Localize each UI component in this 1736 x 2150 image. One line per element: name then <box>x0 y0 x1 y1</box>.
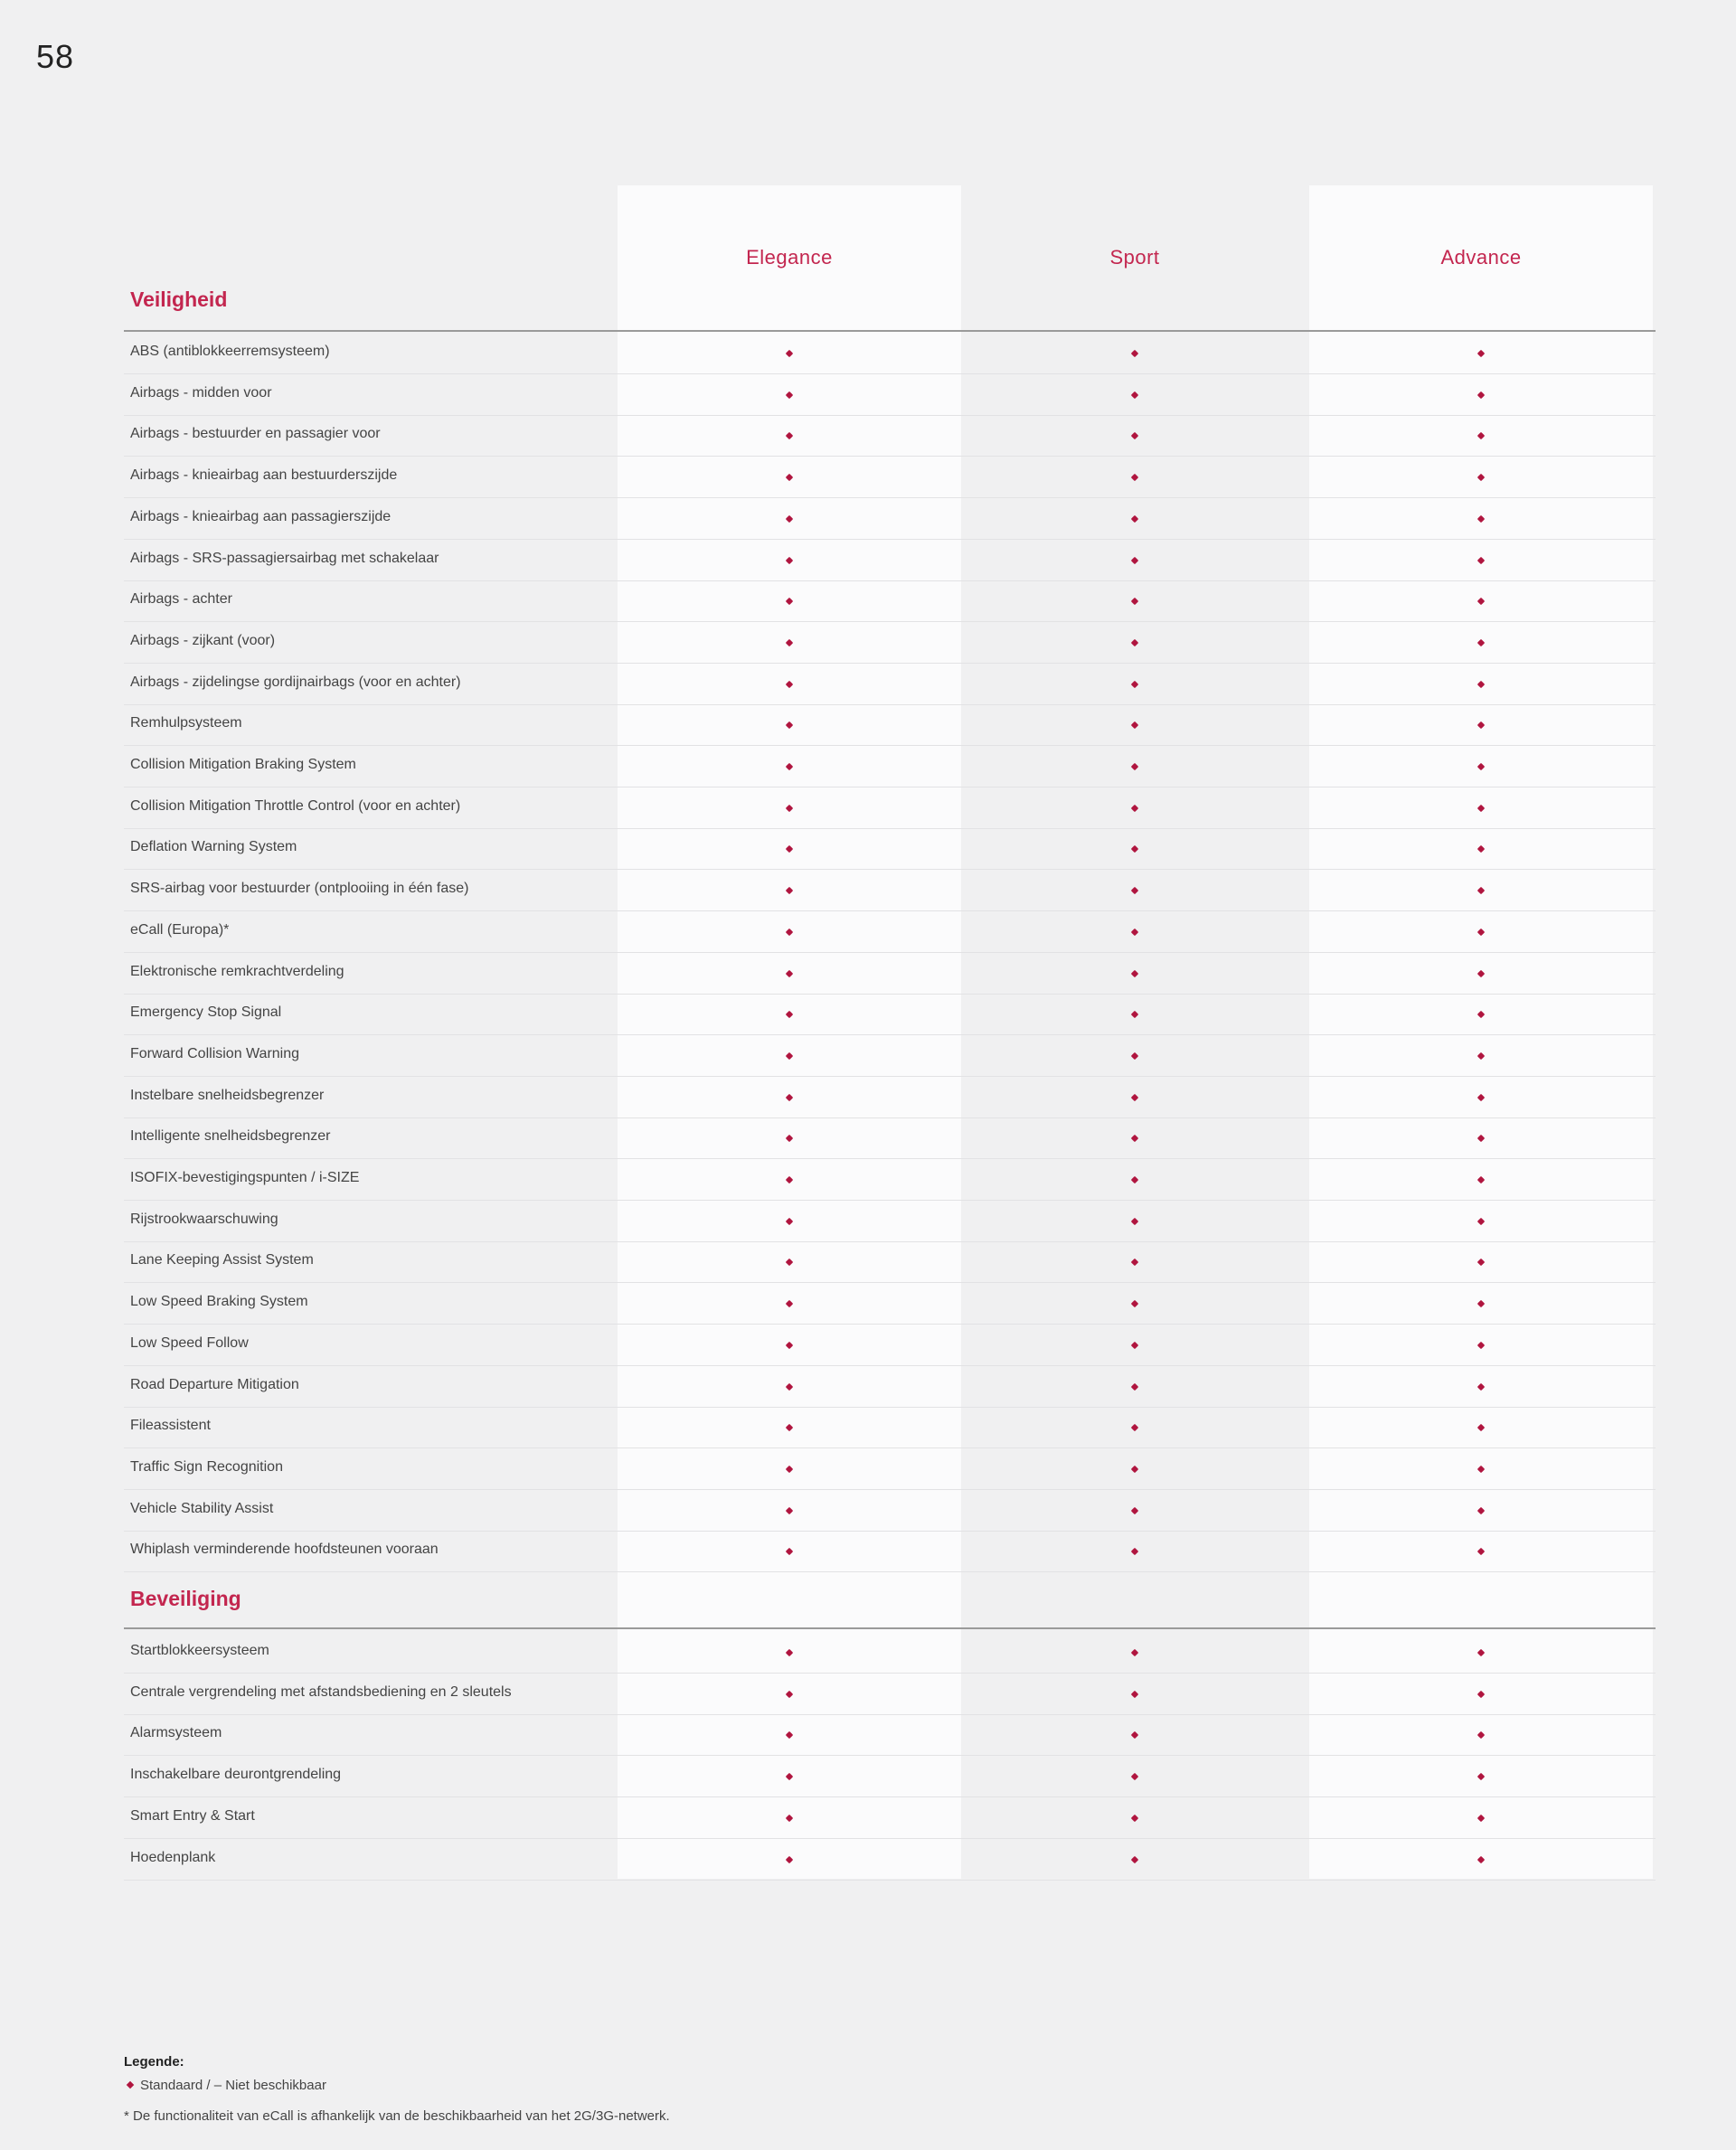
table-row <box>124 870 1656 911</box>
table-row <box>124 498 1656 540</box>
standard-dot-icon <box>1131 1135 1138 1142</box>
table-row <box>124 1531 1656 1572</box>
table-row <box>124 1077 1656 1118</box>
row-label: Intelligente snelheidsbegrenzer <box>130 1128 331 1145</box>
row-label: SRS-airbag voor bestuurder (ontplooiing in één fase) <box>130 881 469 897</box>
standard-dot-icon <box>786 556 793 563</box>
legend-title: Legende: <box>124 2054 184 2070</box>
table-row <box>124 1839 1656 1881</box>
standard-dot-icon <box>1477 929 1485 936</box>
row-label: Startblokkeersysteem <box>130 1643 269 1658</box>
table-row <box>124 953 1656 995</box>
standard-dot-icon <box>1131 1342 1138 1349</box>
standard-dot-icon <box>1477 1424 1485 1431</box>
standard-dot-icon <box>786 515 793 523</box>
table-row <box>124 746 1656 787</box>
row-label: Deflation Warning System <box>130 839 297 855</box>
standard-dot-icon <box>1131 350 1138 357</box>
standard-dot-icon <box>1477 1011 1485 1018</box>
table-row <box>124 580 1656 622</box>
row-label: Collision Mitigation Braking System <box>130 757 356 772</box>
table-row <box>124 828 1656 870</box>
standard-dot-icon <box>786 845 793 853</box>
standard-dot-icon <box>1131 1011 1138 1018</box>
standard-dot-icon <box>127 2081 134 2089</box>
standard-dot-icon <box>1131 1300 1138 1307</box>
standard-dot-icon <box>786 474 793 481</box>
table-row <box>124 1756 1656 1797</box>
standard-dot-icon <box>1477 763 1485 770</box>
standard-dot-icon <box>786 1135 793 1142</box>
standard-dot-icon <box>786 1773 793 1780</box>
standard-dot-icon <box>1131 1649 1138 1656</box>
row-label: Collision Mitigation Throttle Control (voor en achter) <box>130 797 461 814</box>
standard-dot-icon <box>1477 1382 1485 1390</box>
row-label: Emergency Stop Signal <box>130 1004 282 1021</box>
standard-dot-icon <box>1477 1649 1485 1656</box>
standard-dot-icon <box>1477 598 1485 605</box>
standard-dot-icon <box>1477 1855 1485 1862</box>
standard-dot-icon <box>1131 1815 1138 1822</box>
standard-dot-icon <box>786 1855 793 1862</box>
table-row <box>124 1797 1656 1839</box>
row-label: Remhulpsysteem <box>130 715 242 731</box>
row-label: Centrale vergrendeling met afstandsbediening en 2 sleutels <box>130 1683 512 1700</box>
standard-dot-icon <box>786 887 793 894</box>
standard-dot-icon <box>1131 763 1138 770</box>
standard-dot-icon <box>786 969 793 976</box>
row-label: Airbags - knieairbag aan bestuurderszijde <box>130 467 398 484</box>
standard-dot-icon <box>1131 598 1138 605</box>
standard-dot-icon <box>1477 845 1485 853</box>
table-row <box>124 622 1656 664</box>
row-label: Alarmsysteem <box>130 1725 222 1741</box>
standard-dot-icon <box>786 1093 793 1100</box>
row-label: Airbags - bestuurder en passagier voor <box>130 426 381 442</box>
standard-dot-icon <box>1131 1773 1138 1780</box>
standard-dot-icon <box>786 432 793 439</box>
standard-dot-icon <box>786 1052 793 1060</box>
row-label: Airbags - SRS-passagiersairbag met schakelaar <box>130 550 439 566</box>
standard-dot-icon <box>1131 680 1138 687</box>
table-row <box>124 911 1656 953</box>
standard-dot-icon <box>1477 515 1485 523</box>
row-label: Hoedenplank <box>130 1849 216 1865</box>
standard-dot-icon <box>1477 1135 1485 1142</box>
standard-dot-icon <box>1131 1548 1138 1555</box>
row-label: Low Speed Braking System <box>130 1294 308 1310</box>
standard-dot-icon <box>1477 1466 1485 1473</box>
table-row <box>124 1674 1656 1715</box>
row-label: Instelbare snelheidsbegrenzer <box>130 1087 325 1103</box>
standard-dot-icon <box>1131 929 1138 936</box>
standard-dot-icon <box>1477 680 1485 687</box>
standard-dot-icon <box>1477 350 1485 357</box>
row-label: eCall (Europa)* <box>130 921 230 938</box>
table-row <box>124 540 1656 581</box>
standard-dot-icon <box>1131 639 1138 646</box>
table-row <box>124 1035 1656 1077</box>
standard-dot-icon <box>1477 474 1485 481</box>
standard-dot-icon <box>1131 515 1138 523</box>
table-row <box>124 1490 1656 1532</box>
row-label: ISOFIX-bevestigingspunten / i-SIZE <box>130 1170 360 1185</box>
standard-dot-icon <box>1131 474 1138 481</box>
standard-dot-icon <box>1131 1855 1138 1862</box>
row-label: Airbags - achter <box>130 591 232 608</box>
standard-dot-icon <box>1477 391 1485 398</box>
standard-dot-icon <box>1477 1548 1485 1555</box>
row-label: Forward Collision Warning <box>130 1045 300 1061</box>
standard-dot-icon <box>786 929 793 936</box>
standard-dot-icon <box>786 1649 793 1656</box>
row-label: Traffic Sign Recognition <box>130 1458 283 1475</box>
table-row <box>124 1632 1656 1674</box>
table-row <box>124 1714 1656 1756</box>
row-label: Low Speed Follow <box>130 1334 249 1351</box>
standard-dot-icon <box>1131 391 1138 398</box>
standard-dot-icon <box>1477 1259 1485 1266</box>
standard-dot-icon <box>1477 1052 1485 1060</box>
standard-dot-icon <box>1131 845 1138 853</box>
table-row <box>124 415 1656 457</box>
standard-dot-icon <box>786 598 793 605</box>
row-label: Airbags - midden voor <box>130 384 272 401</box>
column-header-advance: Advance <box>1440 246 1522 269</box>
row-label: Airbags - knieairbag aan passagierszijde <box>130 508 392 524</box>
row-label: Road Departure Mitigation <box>130 1376 299 1392</box>
row-label: Airbags - zijkant (voor) <box>130 632 276 648</box>
row-label: Airbags - zijdelingse gordijnairbags (voor en achter) <box>130 674 461 690</box>
row-label: Inschakelbare deurontgrendeling <box>130 1767 342 1783</box>
column-header-elegance: Elegance <box>746 246 833 269</box>
standard-dot-icon <box>1131 432 1138 439</box>
standard-dot-icon <box>786 680 793 687</box>
row-label: ABS (antiblokkeerremsysteem) <box>130 344 330 359</box>
section-title: Veiligheid <box>130 288 228 311</box>
standard-dot-icon <box>786 1548 793 1555</box>
standard-dot-icon <box>786 721 793 729</box>
standard-dot-icon <box>1131 1690 1138 1697</box>
standard-dot-icon <box>1477 639 1485 646</box>
section-divider <box>124 330 1656 332</box>
table-row <box>124 1325 1656 1366</box>
standard-dot-icon <box>786 1466 793 1473</box>
table-row <box>124 1117 1656 1159</box>
section-divider <box>124 1627 1656 1629</box>
standard-dot-icon <box>1131 1259 1138 1266</box>
standard-dot-icon <box>786 1176 793 1183</box>
standard-dot-icon <box>1477 1773 1485 1780</box>
row-label: Whiplash verminderende hoofdsteunen vooraan <box>130 1542 439 1558</box>
table-row <box>124 1283 1656 1325</box>
standard-dot-icon <box>1477 887 1485 894</box>
table-row <box>124 994 1656 1035</box>
table-row <box>124 374 1656 416</box>
standard-dot-icon <box>1477 1176 1485 1183</box>
row-label: Smart Entry & Start <box>130 1807 255 1824</box>
standard-dot-icon <box>1131 887 1138 894</box>
page-number: 58 <box>36 38 75 75</box>
table-row <box>124 704 1656 746</box>
standard-dot-icon <box>786 763 793 770</box>
standard-dot-icon <box>786 1424 793 1431</box>
section-title: Beveiliging <box>130 1587 241 1610</box>
standard-dot-icon <box>786 639 793 646</box>
standard-dot-icon <box>1131 721 1138 729</box>
standard-dot-icon <box>1131 556 1138 563</box>
standard-dot-icon <box>1477 1506 1485 1513</box>
standard-dot-icon <box>786 1382 793 1390</box>
standard-dot-icon <box>1131 1217 1138 1224</box>
row-label: Lane Keeping Assist System <box>130 1252 314 1268</box>
standard-dot-icon <box>1131 1424 1138 1431</box>
standard-dot-icon <box>786 1011 793 1018</box>
row-label: Fileassistent <box>130 1418 211 1434</box>
row-label: Vehicle Stability Assist <box>130 1500 274 1516</box>
row-label: Elektronische remkrachtverdeling <box>130 963 344 979</box>
standard-dot-icon <box>786 350 793 357</box>
standard-dot-icon <box>1477 556 1485 563</box>
standard-dot-icon <box>1131 1382 1138 1390</box>
standard-dot-icon <box>1477 432 1485 439</box>
standard-dot-icon <box>1131 1466 1138 1473</box>
table-row <box>124 333 1656 374</box>
standard-dot-icon <box>1131 804 1138 811</box>
standard-dot-icon <box>786 1342 793 1349</box>
table-row <box>124 1366 1656 1408</box>
standard-dot-icon <box>1131 1731 1138 1739</box>
standard-dot-icon <box>786 1217 793 1224</box>
standard-dot-icon <box>786 1815 793 1822</box>
legend-footnote: * De functionaliteit van eCall is afhankelijk van de beschikbaarheid van het 2G/3G-netwerk. <box>124 2108 670 2124</box>
standard-dot-icon <box>1477 804 1485 811</box>
standard-dot-icon <box>1131 1093 1138 1100</box>
standard-dot-icon <box>1477 1217 1485 1224</box>
table-row <box>124 787 1656 829</box>
standard-dot-icon <box>1131 1176 1138 1183</box>
table-row <box>124 664 1656 705</box>
table-row <box>124 1448 1656 1490</box>
column-header-sport: Sport <box>1109 246 1160 269</box>
standard-dot-icon <box>786 1259 793 1266</box>
standard-dot-icon <box>1477 721 1485 729</box>
standard-dot-icon <box>786 1690 793 1697</box>
table-row <box>124 457 1656 498</box>
standard-dot-icon <box>1131 969 1138 976</box>
standard-dot-icon <box>1477 1300 1485 1307</box>
table-row <box>124 1241 1656 1283</box>
table-row <box>124 1201 1656 1242</box>
standard-dot-icon <box>1477 1690 1485 1697</box>
standard-dot-icon <box>1131 1052 1138 1060</box>
row-label: Rijstrookwaarschuwing <box>130 1211 278 1227</box>
standard-dot-icon <box>1477 1731 1485 1739</box>
standard-dot-icon <box>786 391 793 398</box>
standard-dot-icon <box>1477 1342 1485 1349</box>
standard-dot-icon <box>786 1731 793 1739</box>
standard-dot-icon <box>1477 1815 1485 1822</box>
standard-dot-icon <box>786 804 793 811</box>
table-row <box>124 1407 1656 1448</box>
legend-standard: Standaard / – Niet beschikbaar <box>124 2078 326 2093</box>
standard-dot-icon <box>1131 1506 1138 1513</box>
table-row <box>124 1159 1656 1201</box>
standard-dot-icon <box>786 1300 793 1307</box>
standard-dot-icon <box>1477 969 1485 976</box>
standard-dot-icon <box>1477 1093 1485 1100</box>
standard-dot-icon <box>786 1506 793 1513</box>
